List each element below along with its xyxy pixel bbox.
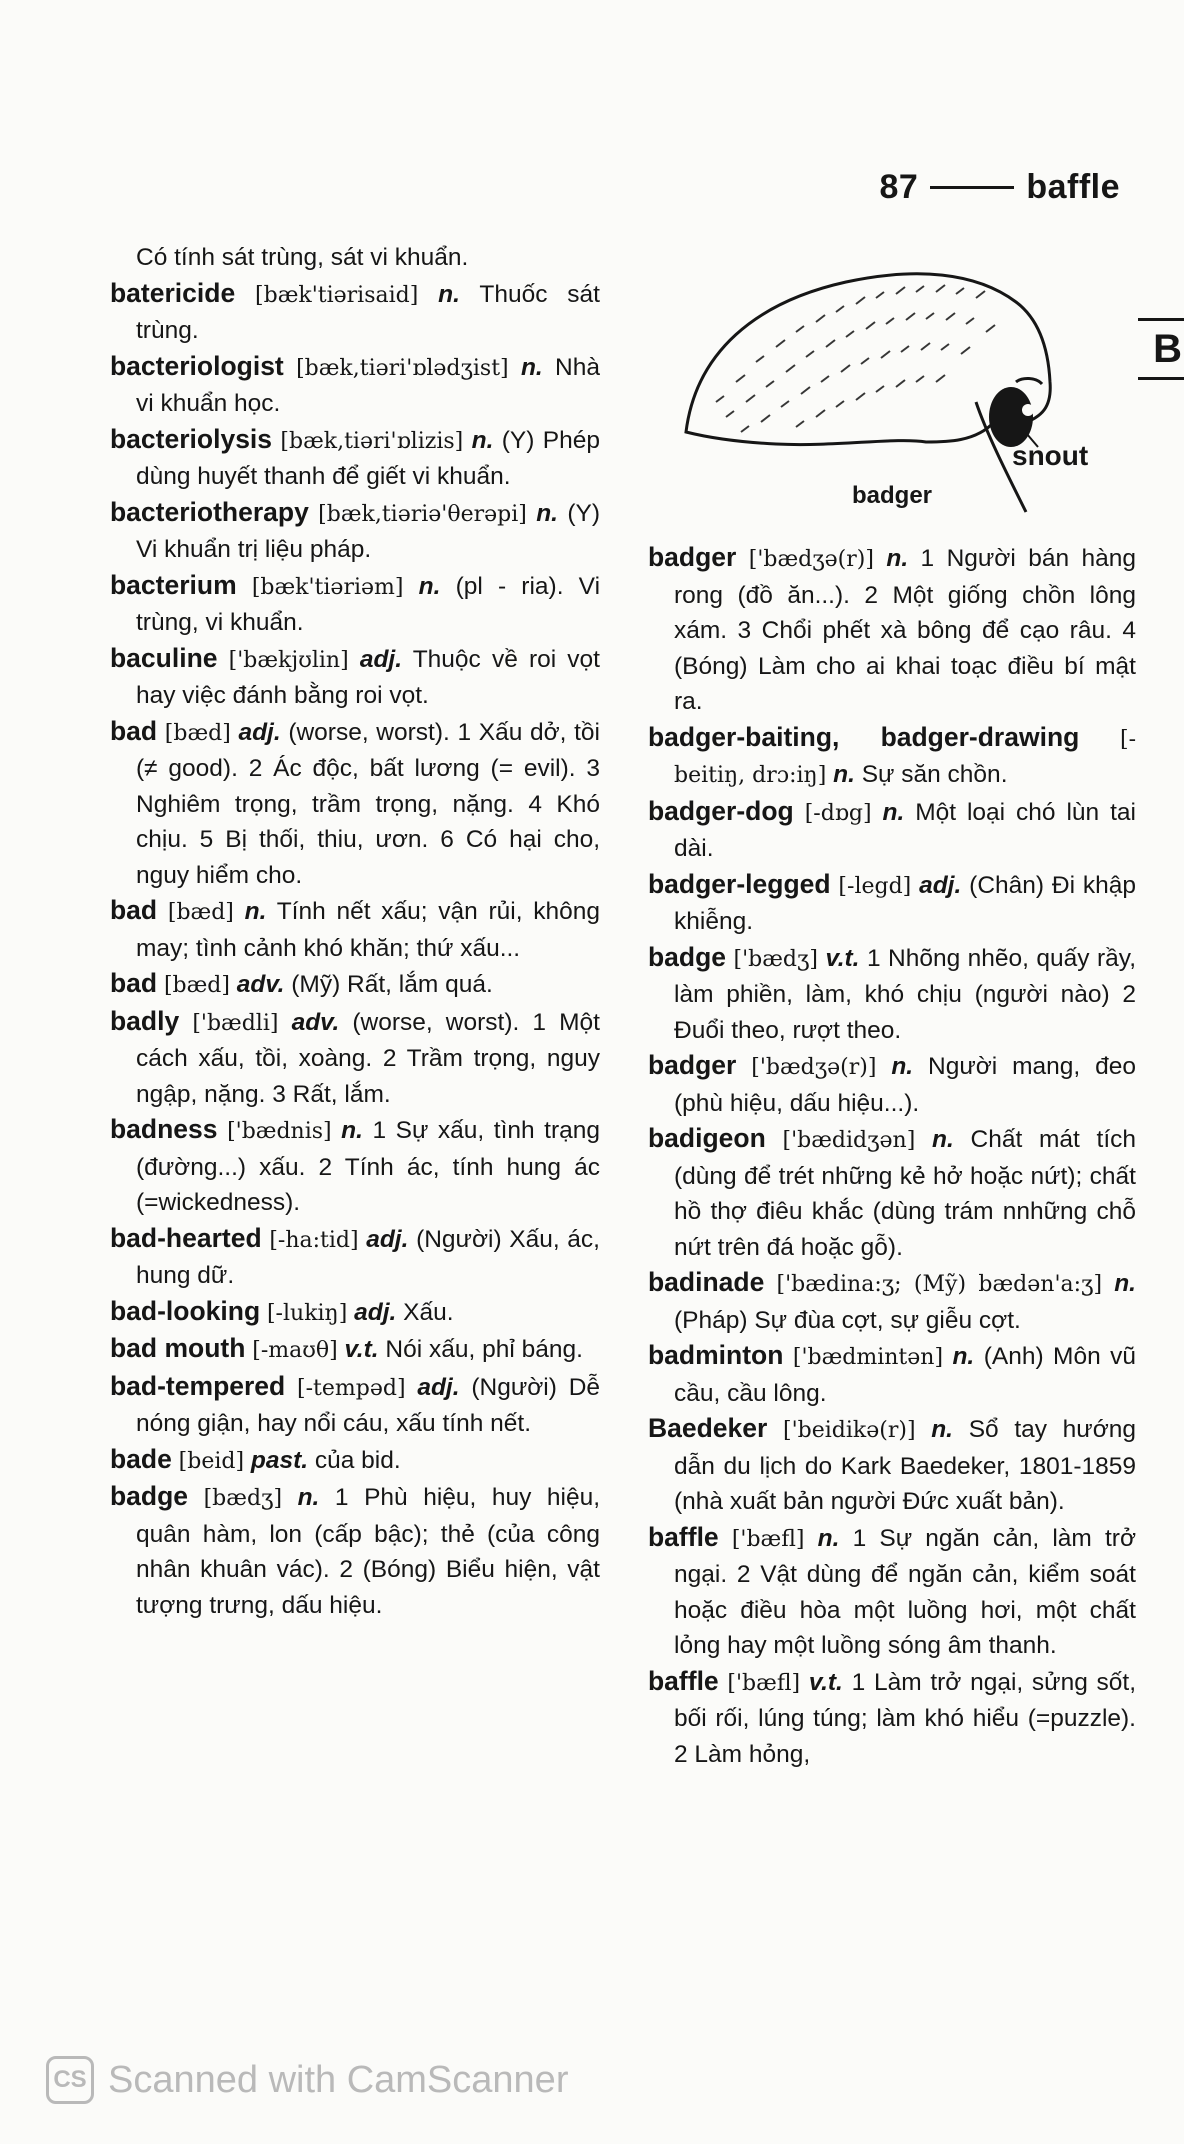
pronunciation: [bæd] [167,900,234,925]
dictionary-entry [648,1338,1136,1411]
page-header [879,168,1120,207]
illustration-caption: badger [852,482,933,509]
dictionary-entry [648,940,1136,1049]
part-of-speech: n. [817,1524,840,1552]
headword: bade [110,1443,172,1474]
headword: Baedeker [648,1413,768,1443]
headword: baffle [648,1521,719,1552]
definition: (Người) Dễ nóng giận, hay nổi cáu, xấu tính nết. [136,1373,601,1437]
headword: bad [110,895,158,925]
headword: bacteriologist [110,350,284,381]
part-of-speech: adv. [236,971,285,998]
definition: của bid. [314,1446,401,1474]
part-of-speech: n. [341,1117,363,1144]
headword: batericide [110,277,236,308]
pronunciation: ['bædina:ʒ; (Mỹ) bædən'a:ʒ] [776,1272,1103,1297]
headword: bad [110,968,158,998]
headword: bad-hearted [110,1222,262,1253]
part-of-speech: past. [250,1446,309,1474]
camscanner-logo: CS [46,2056,94,2104]
pronunciation: [bædʒ] [203,1486,283,1511]
dictionary-entry [110,893,600,966]
headword: badminton [648,1340,784,1370]
pronunciation: [-lukiŋ] [266,1300,348,1326]
dictionary-entry [648,794,1136,867]
guide-word: baffle [1026,168,1120,206]
pronunciation: [-dɒg] [804,800,872,826]
definition: 1 Sự ngăn cản, làm trở ngại. 2 Vật dùng để ngăn cản, kiểm soát hoặc điều hòa một luồng hơi, một chất lỏng hay một luồng sóng âm thanh. [674,1524,1137,1659]
dictionary-entry [648,1121,1136,1265]
part-of-speech: n. [932,1126,954,1153]
definition: 1 Phù hiệu, huy hiệu, quân hàm, lon (cấp bậc); thẻ (của công nhân khuân vác). 2 (Bóng) Biểu hiện, vật tượng trưng, dấu hiệu. [136,1484,601,1619]
pronunciation: [bæd] [163,973,230,998]
pronunciation: ['bædʒ] [733,946,818,972]
scanner-watermark [46,2056,568,2104]
pronunciation: ['bædli] [192,1010,279,1036]
dictionary-entry [110,1004,600,1113]
definition: (worse, worst). 1 Xấu dở, tồi (≠ good). 2 Ác độc, bất lương (= evil). 3 Nghiêm trọng, trầm trọng, nặng. 4 Khó chịu. 5 Bị thối, thiu, ươn. 6 Có hại cho, nguy hiểm cho. [136,718,600,889]
definition: Chất mát tích (dùng để trét những kẻ hở hoặc nứt); chất hồ thợ điêu khắc (dùng trám nnhững chỗ nứt trên đá hoặc gỗ). [674,1126,1137,1261]
part-of-speech: adj. [417,1373,460,1401]
pronunciation: ['bædʒə(r)] [751,1055,877,1080]
dictionary-entry [110,1112,600,1221]
part-of-speech: n. [891,1053,914,1080]
dictionary-entry [648,867,1136,940]
dictionary-entry [648,720,1136,794]
dictionary-entry [648,1265,1136,1338]
dictionary-entry [110,422,600,495]
definition: Sự săn chồn. [861,761,1008,788]
headword: baculine [110,642,218,673]
part-of-speech: adj. [354,1298,397,1326]
page-number: 87 [879,168,919,206]
definition: 1 Làm trở ngại, sửng sốt, bối rối, lúng túng; làm khó hiểu (=puzzle). 2 Làm hỏng, [674,1668,1137,1768]
headword: badger [648,542,737,572]
definition: (Chân) Đi khập khiễng. [674,871,1136,935]
dictionary-entry [110,1331,600,1369]
headword: baffle [648,1665,719,1696]
pronunciation: [-ha:tid] [269,1227,359,1253]
part-of-speech: n. [536,499,558,527]
headword: bacteriolysis [110,423,273,454]
dictionary-entry [648,540,1136,720]
part-of-speech: n. [471,426,494,454]
left-column [110,240,600,1623]
badger-illustration [676,232,1116,522]
headword: badge [110,1481,189,1511]
pronunciation: [bæk,tiəri'ɒlizis] [280,428,464,454]
illustration-label-snout: snout [1012,440,1089,471]
dictionary-entry [110,966,600,1004]
definition: 1 Sự xấu, tình trạng (đường...) xấu. 2 Tính ác, tính hung ác (=wickedness). [136,1117,601,1216]
part-of-speech: adv. [291,1008,340,1036]
pronunciation: [-maʊθ] [252,1338,338,1363]
dictionary-entry [110,1294,600,1332]
header-dash [930,186,1014,189]
dictionary-entry [648,1048,1136,1121]
headword: badger-baiting, badger-drawing [648,721,1080,752]
part-of-speech: n. [418,572,441,600]
dictionary-entry [110,1221,600,1294]
definition: Người mang, đeo (phù hiệu, dấu hiệu...). [674,1053,1136,1117]
headword: bacterium [110,569,237,600]
headword: badly [110,1005,180,1036]
dictionary-entry [110,1369,600,1442]
part-of-speech: n. [520,353,543,381]
part-of-speech: n. [438,280,460,308]
pronunciation: [beid] [178,1448,245,1474]
headword: bad-tempered [110,1370,286,1401]
part-of-speech: n. [1114,1270,1136,1297]
definition: Thuốc sát trùng. [136,280,600,344]
watermark-text: Scanned with CamScanner [108,2058,569,2101]
pronunciation: ['bæfl] [731,1526,805,1552]
dictionary-entry [110,568,600,641]
pronunciation: [bæk,tiəri'ɒlədʒist] [296,355,509,381]
pronunciation: [-legd] [838,873,912,899]
definition: Sổ tay hướng dẫn du lịch do Kark Baedeker, 1801-1859 (nhà xuất bản người Đức xuất bản). [674,1416,1137,1515]
pronunciation: [bæk,tiəriə'θerəpi] [318,501,527,527]
definition: Tính nết xấu; vận rủi, không may; tình cảnh khó khăn; thứ xấu... [136,898,601,962]
part-of-speech: v.t. [344,1336,379,1363]
right-column [648,540,1136,1772]
headword: badger-dog [648,795,794,826]
pronunciation: [-beitiŋ, drɔ:iŋ] [674,726,1137,788]
dictionary-entry [110,495,600,568]
thumb-index-tab: B [1138,318,1184,380]
part-of-speech: adj. [919,871,962,899]
definition: (Anh) Môn vũ cầu, cầu lông. [674,1343,1136,1407]
part-of-speech: adj. [238,718,281,746]
headword: bad mouth [110,1333,246,1363]
part-of-speech: n. [952,1343,975,1370]
headword: badigeon [648,1123,766,1153]
definition: (Người) Xấu, ác, hung dữ. [136,1225,600,1289]
definition: Có tính sát trùng, sát vi khuẩn. [136,244,469,271]
definition: 1 Nhõng nhẽo, quấy rầy, làm phiền, làm, khó chịu (người nào) 2 Đuổi theo, rượt theo. [674,944,1137,1044]
dictionary-entry [110,349,600,422]
dictionary-entry [648,1664,1136,1773]
definition: Nói xấu, phỉ báng. [385,1336,583,1363]
headword: badger [648,1050,737,1080]
pronunciation: ['bæfl] [727,1670,801,1696]
dictionary-entry [648,1520,1136,1664]
pronunciation: [bæd] [164,720,231,746]
part-of-speech: adj. [359,645,403,673]
definition: (Y) Phép dùng huyết thanh để giết vi khuẩn. [136,426,601,490]
dictionary-entry [110,240,600,276]
definition: Xấu. [403,1298,454,1326]
headword: bacteriotherapy [110,496,309,527]
dictionary-entry [110,1442,600,1480]
dictionary-entry [110,276,600,349]
definition: (pl - ria). Vi trùng, vi khuẩn. [136,572,601,636]
dictionary-entry [110,641,600,714]
headword: bad-looking [110,1295,261,1326]
pronunciation: [bæk'tiərisaid] [255,282,419,308]
definition: (worse, worst). 1 Một cách xấu, tồi, xoàng. 2 Trầm trọng, nguy ngập, nặng. 3 Rất, lắm. [136,1008,600,1108]
pronunciation: ['bædmintən] [792,1345,944,1370]
dictionary-entry [110,714,600,894]
part-of-speech: n. [886,545,909,572]
definition: 1 Người bán hàng rong (đồ ăn...). 2 Một giống chồn lông xám. 3 Chổi phết xà bông để cạo râu. 4 (Bóng) Làm cho ai khai toạc điều bí mật ra. [674,545,1136,715]
definition: (Mỹ) Rất, lắm quá. [291,971,493,998]
pronunciation: [bæk'tiəriəm] [251,574,404,600]
definition: Một loại chó lùn tai dài. [674,798,1136,862]
definition: Thuộc về roi vọt hay việc đánh bằng roi vọt. [136,645,600,709]
headword: badge [648,941,727,972]
pronunciation: ['bædidʒən] [782,1128,916,1153]
pronunciation: ['bædnis] [227,1119,332,1144]
part-of-speech: v.t. [808,1668,843,1696]
definition: Nhà vi khuẩn học. [136,353,600,417]
pronunciation: ['bædʒə(r)] [748,547,874,572]
pronunciation: ['beidikə(r)] [783,1418,916,1443]
headword: bad [110,715,158,746]
part-of-speech: n. [244,898,267,925]
pronunciation: ['bækjʊlin] [228,647,349,673]
dictionary-entry [110,1479,600,1623]
headword: badinade [648,1267,765,1297]
definition: (Pháp) Sự đùa cợt, sự giễu cợt. [674,1306,1021,1334]
part-of-speech: n. [297,1484,320,1511]
part-of-speech: n. [833,761,855,788]
part-of-speech: n. [882,798,905,826]
pronunciation: [-tempəd] [297,1375,406,1401]
definition: (Y) Vi khuẩn trị liệu pháp. [136,499,601,563]
dictionary-entry [648,1411,1136,1520]
headword: badness [110,1114,218,1144]
part-of-speech: adj. [366,1225,409,1253]
part-of-speech: n. [931,1416,953,1443]
headword: badger-legged [648,868,831,899]
part-of-speech: v.t. [825,944,860,972]
